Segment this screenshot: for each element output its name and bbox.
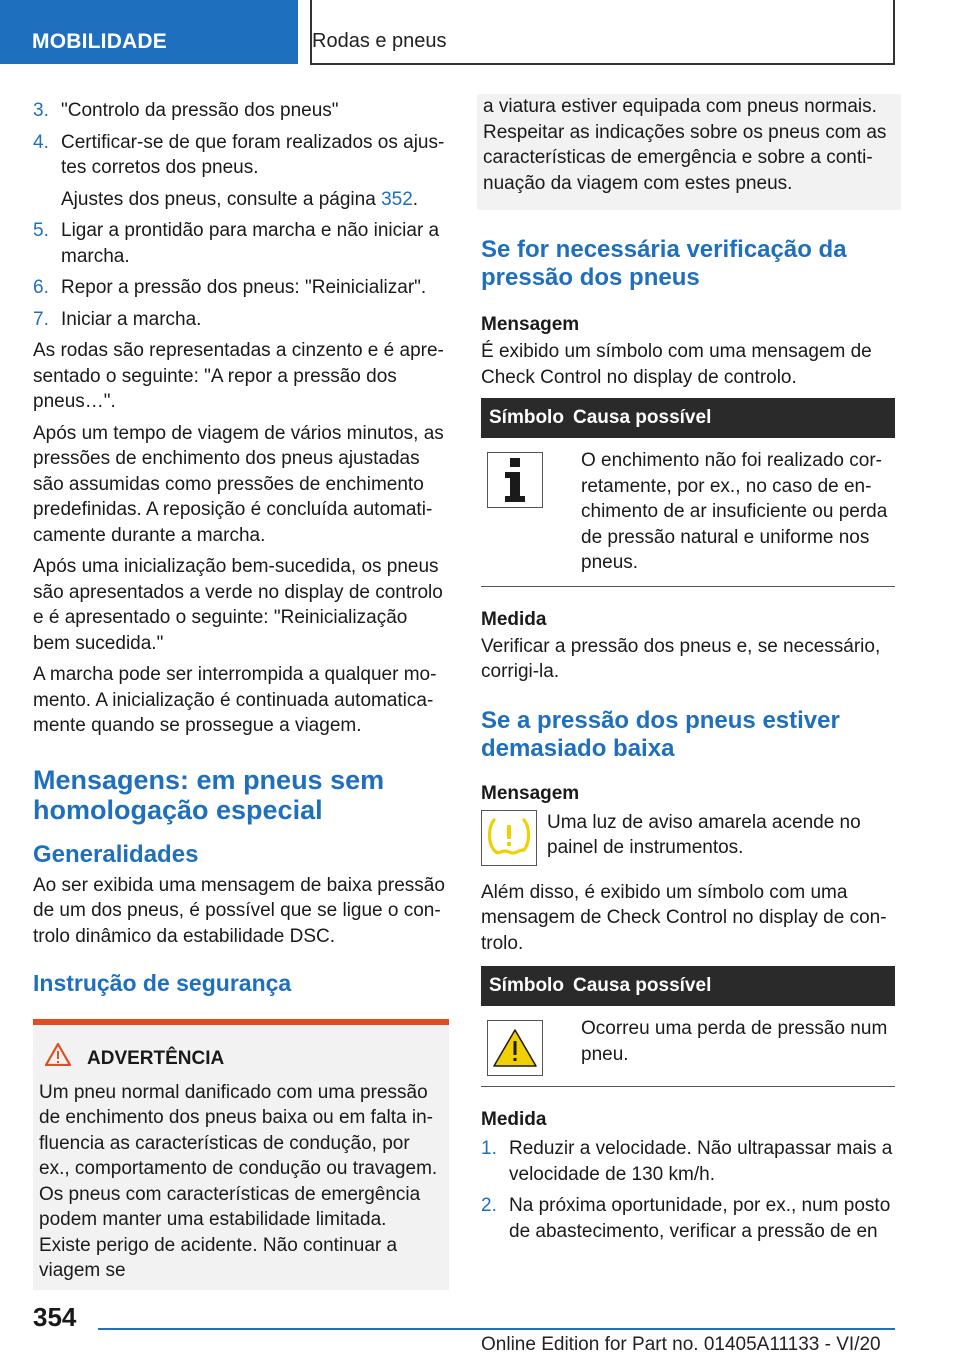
footer-rule <box>98 1328 895 1330</box>
step-note-suffix: . <box>412 188 419 210</box>
step-text: Certificar-se de que foram realizados os ajustes corretos dos pneus. <box>61 131 445 178</box>
table-header-cause: Causa possível <box>573 407 712 429</box>
section-heading: Mensagens: em pneus sem homologação especial <box>33 764 385 825</box>
step-number: 6. <box>33 277 49 298</box>
warning-lamp-text: Uma luz de aviso amarela acende no painel de instrumentos. <box>547 811 861 858</box>
table-header <box>481 398 895 438</box>
section-heading: Se for necessária verificação da pressão dos pneus <box>481 236 847 291</box>
step-number: 2. <box>481 1195 497 1216</box>
paragraph: Após um tempo de viagem de vários minutos, as pressões de enchimento dos pneus ajustadas são assumidas como pressões de enchimento predefinidas. A reposição é concluída automaticamente durante a marcha. <box>33 422 444 546</box>
paragraph: É exibido um símbolo com uma mensagem de Check Control no display de controlo. <box>481 341 872 388</box>
page-number: 354 <box>33 1302 77 1332</box>
step-text: Repor a pressão dos pneus: "Reinicializar". <box>61 277 427 298</box>
list-item <box>481 1193 897 1244</box>
step-number: 4. <box>33 131 49 153</box>
table-row <box>481 438 895 586</box>
table-cell-cause: O enchimento não foi realizado corretamente, por ex., no caso de enchimento de ar insuficiente ou perda de pressão natural e uniforme nos pneus. <box>581 450 888 573</box>
paragraph: Verificar a pressão dos pneus e, se necessário, corrigi-la. <box>481 635 881 682</box>
label-heading: Mensagem <box>481 314 580 335</box>
chapter-title: Rodas e pneus <box>312 30 447 52</box>
info-icon <box>487 452 543 508</box>
warning-title-row <box>39 1043 441 1074</box>
label-heading: Mensagem <box>481 782 580 804</box>
paragraph: Além disso, é exibido um símbolo com uma mensagem de Check Control no display de controlo. <box>481 881 887 954</box>
step-number: 1. <box>481 1138 497 1159</box>
page-footer <box>0 1298 960 1362</box>
subsection-heading: Generalidades <box>33 840 199 868</box>
paragraph: A marcha pode ser interrompida a qualquer momento. A inicialização é continuada automaticamente quando se prossegue a viagem. <box>33 664 437 736</box>
step-text: Iniciar a marcha. <box>61 308 202 330</box>
step-number: 5. <box>33 220 49 241</box>
table-cell-symbol <box>481 448 581 576</box>
table-cell-symbol <box>481 1016 581 1076</box>
paragraph: As rodas são representadas a cinzento e é apresentado o seguinte: "A repor a pressão dos pneus…". <box>33 340 444 412</box>
list-item <box>33 218 449 269</box>
table-header-symbol: Símbolo <box>489 975 564 997</box>
label-heading: Medida <box>481 1109 547 1130</box>
step-text: Reduzir a velocidade. Não ultrapassar mais a velocidade de 130 km/h. <box>509 1138 893 1185</box>
warning-lamp-row <box>481 810 897 866</box>
symbol-table <box>481 398 895 587</box>
warning-triangle-icon <box>45 1043 87 1074</box>
right-column <box>481 98 897 1250</box>
list-item <box>33 98 449 124</box>
section-tab: MOBILIDADE <box>0 0 298 64</box>
list-item <box>33 275 449 301</box>
left-column <box>33 98 449 1290</box>
step-note-text: Ajustes dos pneus, consulte a página <box>61 188 382 210</box>
paragraph: Após uma inicialização bem-sucedida, os pneus são apresentados a verde no display de controlo e é apresentado o seguinte: "Reinicialização bem sucedida." <box>33 556 443 654</box>
warning-title: ADVERTÊNCIA <box>87 1047 225 1069</box>
warning-text: Um pneu normal danificado com uma pressão de enchimento dos pneus baixa ou em falta influencia as características de condução, por ex., comportamento de condução ou travagem. Os pneus com características de emergência podem manter uma estabilidade limitada. Existe perigo de acidente. Não continuar a viagem se <box>39 1081 438 1281</box>
header-divider-right <box>893 0 895 64</box>
tire-pressure-warning-icon <box>481 810 537 866</box>
table-cell-cause: Ocorreu uma perda de pressão num pneu. <box>581 1018 888 1065</box>
list-item <box>33 130 449 213</box>
section-heading: Se a pressão dos pneus estiver demasiado baixa <box>481 706 840 762</box>
warning-continuation: a viatura estiver equipada com pneus normais. Respeitar as indicações sobre os pneus com as características de emergência e sobre a continuação da viagem com estes pneus. <box>477 94 901 210</box>
step-text: Na próxima oportunidade, por ex., num posto de abastecimento, verificar a pressão de en <box>509 1195 891 1242</box>
table-header-cause: Causa possível <box>573 975 712 997</box>
label-heading: Medida <box>481 608 547 630</box>
subsection-heading: Instrução de segurança <box>33 970 292 996</box>
warning-box <box>33 1019 449 1290</box>
symbol-table <box>481 966 895 1087</box>
page-header <box>0 0 960 66</box>
list-item <box>481 1136 897 1187</box>
yellow-warning-triangle-icon <box>487 1020 543 1076</box>
step-number: 3. <box>33 100 49 121</box>
table-row <box>481 1006 895 1086</box>
page-link[interactable]: 352 <box>381 188 413 210</box>
step-number: 7. <box>33 308 49 330</box>
list-item <box>33 307 449 333</box>
step-text: Ligar a prontidão para marcha e não iniciar a marcha. <box>61 220 440 267</box>
table-header-symbol: Símbolo <box>489 407 564 429</box>
paragraph: Ao ser exibida uma mensagem de baixa pressão de um dos pneus, é possível que se ligue o controlo dinâmico da estabilidade DSC. <box>33 874 445 947</box>
table-header <box>481 966 895 1006</box>
header-underline <box>310 63 895 65</box>
step-note <box>61 187 449 213</box>
step-text: "Controlo da pressão dos pneus" <box>61 100 339 121</box>
edition-text: Online Edition for Part no. 01405A11133 - VI/20 <box>481 1334 881 1355</box>
